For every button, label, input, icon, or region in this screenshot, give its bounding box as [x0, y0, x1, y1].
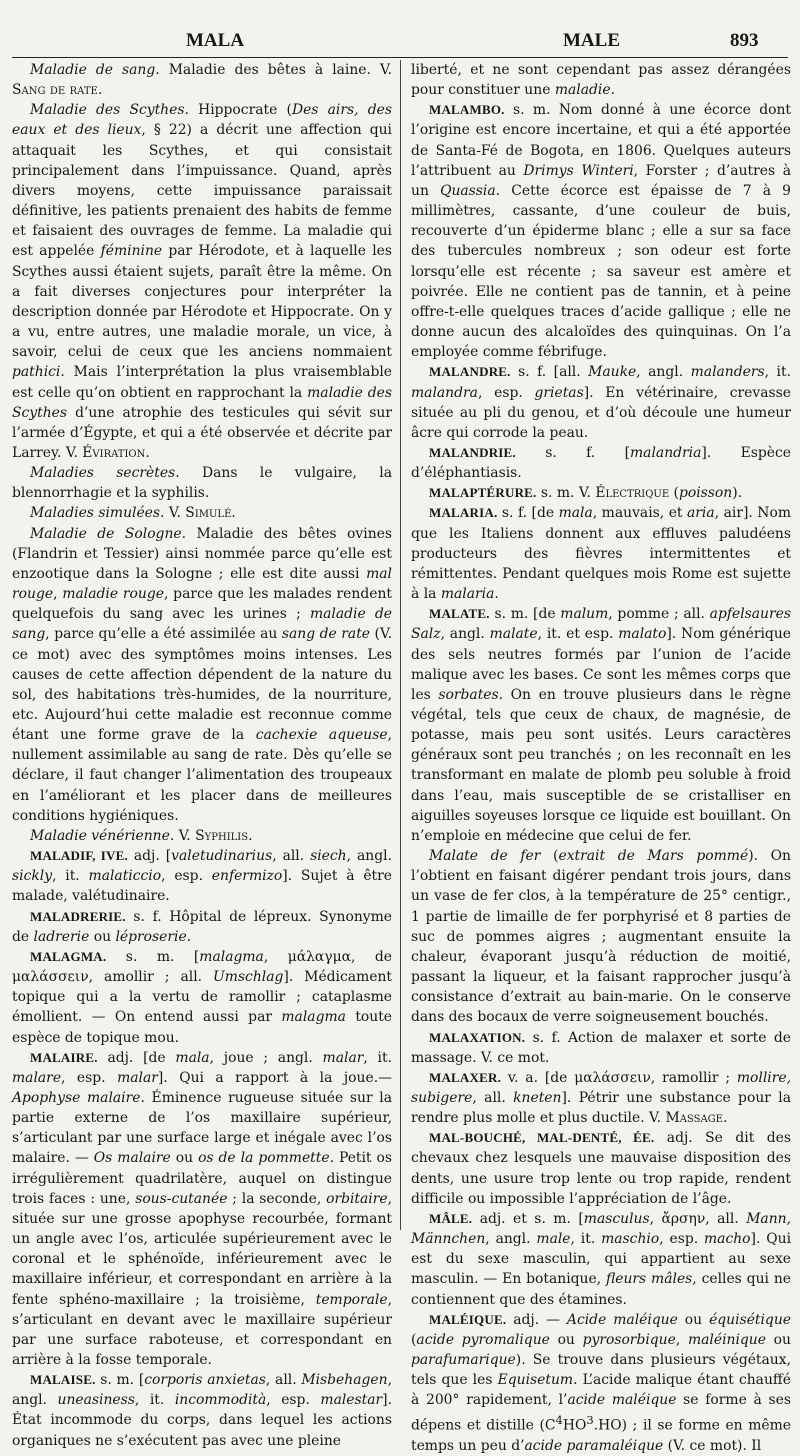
header-rule [12, 57, 788, 58]
dictionary-entry: MALANDRE. s. f. [all. Mauke, angl. malanders, it. malandra, esp. grietas]. En vétérinaire, crevasse située au pli du genou, et d’où découle une humeur âcre qui corrode la peau. [411, 364, 792, 441]
dictionary-entry: Maladie de sang. Maladie des bêtes à laine. V. Sang de rate. [12, 62, 392, 99]
dictionary-entry: MALATE. s. m. [de malum, pomme ; all. apfelsaures Salz, angl. malate, it. et esp. malato]. Nom générique des sels neutres formés par l’union de l’acide malique avec les bases. Ce sont les mêmes corps que les sorbates. On en trouve plusieurs dans le règne végétal, tels que ceux de chaux, de magnésie, de potasse, mais peu sont usités. Leurs caractères généraux sont peu tranchés ; on les reconnaît en les transformant en malate de plomb peu soluble à froid dans l’eau, mais susceptible de se cristalliser en aiguilles soyeuses lorsque ce liquide est bouillant. On n’emploie en médecine que celui de fer. [411, 606, 791, 844]
dictionary-entry: MÂLE. adj. et s. m. [masculus, ἄρσην, all. Mann, Männchen, angl. male, it. maschio, esp. macho]. Qui est du sexe masculin, qui appartient au sexe masculin. — En botanique, fleurs mâles, celles qui ne contiennent que des étamines. [411, 1210, 792, 1308]
dictionary-entry: MALAXER. v. a. [de μαλάσσειν, ramollir ; mollire, subigere, all. kneten]. Pétrir une substance pour la rendre plus molle et plus ductile. V. Massage. [411, 1069, 791, 1127]
left-column [12, 60, 393, 1449]
header-right-title: MALE [563, 30, 620, 51]
dictionary-entry: MALAIRE. adj. [de mala, joue ; angl. malar, it. malare, esp. malar]. Qui a rapport à la joue.— Apophyse malaire. Éminence rugueuse située sur la partie externe de l’os maxillaire supérieur, s’articulant par une surface large et inégale avec l’os malaire. — Os malaire ou os de la pommette. Petit os irrégulièrement quadrilatère, auquel on distingue trois faces : une, sous-cutanée ; la seconde, orbitaire, située sur une grosse apophyse recourbée, formant un angle avec l’os, articulée supérieurement avec le coronal et le sphénoïde, inférieurement avec le maxillaire inférieur, et correspondant en arrière à la fente sphéno-maxillaire ; la troisième, temporale, s’articulant en devant avec le maxillaire supérieur par une surface raboteuse, et correspondant en arrière à la fosse temporale. [12, 1049, 393, 1368]
page-number: 893 [730, 30, 759, 51]
dictionary-entry: MAL-BOUCHÉ, MAL-DENTÉ, ÉE. adj. Se dit des chevaux chez lesquels une mauvaise disposition des dents, une usure trop lente ou trop rapide, rendent difficile ou impossible l’appréciation de l’âge. [411, 1130, 791, 1207]
dictionary-entry: MALAMBO. s. m. Nom donné à une écorce dont l’origine est encore incertaine, et qui a été apportée de Santa-Fé de Bogota, en 1806. Quelques auteurs l’attribuent au Drimys Winteri, Forster ; d’autres à un Quassia. Cette écorce est épaisse de 7 à 9 millimètres, cassante, d’une couleur de buis, recouverte d’un épiderme blanc ; elle a sur sa face des tubercules nombreux ; son odeur est forte lorsqu’elle est récente ; sa saveur est amère et poivrée. Elle ne contient pas de tannin, et à peine offre-t-elle quelques traces d’acide gallique ; elle ne donne aucun des alcaloïdes des quinquinas. On l’a employée comme fébrifuge. [411, 102, 791, 361]
dictionary-entry: Maladie des Scythes. Hippocrate (Des airs, des eaux et des lieux, § 22) a décrit une affection qui attaquait les Scythes, et qui consistait principalement dans l’impuissance. Quand, après divers moyens, cette impuissance paraissait définitive, les patients prenaient des habits de femme et faisaient des ouvrages de femme. La maladie qui est appelée féminine par Hérodote, et à laquelle les Scythes aussi étaient sujets, paraît être la même. On a fait diverses conjectures pour interpréter la description donnée par Hérodote et Hippocrate. On y a vu, entre autres, une maladie morale, un vice, à savoir, celui de ceux que les anciens nommaient pathici. Mais l’interprétation la plus vraisemblable est celle qu’on obtient en rapprochant la maladie des Scythes d’une atrophie des testicules qui sévit sur l’armée d’Égypte, et qui a été observée et décrite par Larrey. V. Éviration. [12, 102, 393, 461]
dictionary-entry: MALADIF, IVE. adj. [valetudinarius, all. siech, angl. sickly, it. malaticcio, esp. enfermizo]. Sujet à être malade, valétudinaire. [12, 848, 392, 905]
column-divider [400, 60, 401, 1230]
dictionary-entry: MALAPTÉRURE. s. m. V. Électrique (poisson). [429, 485, 743, 502]
dictionary-entry: MALAISE. s. m. [corporis anxietas, all. Misbehagen, angl. uneasiness, it. incommodità, esp. malestar]. État incommode du corps, dans lequel les actions organiques ne s’exécutent pas avec une pleine [12, 1372, 392, 1449]
dictionary-entry: MALAXATION. s. f. Action de malaxer et sorte de massage. V. ce mot. [411, 1029, 791, 1066]
dictionary-entry: Maladies simulées. V. Simulé. [30, 505, 236, 522]
dictionary-entry: Malate de fer (extrait de Mars pommé). On l’obtient en faisant digérer pendant trois jours, dans un vase de fer clos, à la température de 25° centigr., 1 partie de limaille de fer porphyrisé et 8 parties de suc de pommes aigres ; augmentant ensuite la chaleur, évaporant jusqu’à réduction de moitié, passant la liqueur, et la faisant rapprocher jusqu’à consistance d’extrait au bain-marie. On le conserve dans des bocaux de verre soigneusement bouchés. [411, 848, 791, 1026]
dictionary-entry: Maladies secrètes. Dans le vulgaire, la blennorrhagie et la syphilis. [12, 465, 392, 502]
dictionary-entry: MALAGMA. s. m. [malagma, μάλαγμα, de μαλάσσειν, amollir ; all. Umschlag]. Médicament topique qui a la vertu de ramollir ; cataplasme émollient. — On entend aussi par malagma toute espèce de topique mou. [12, 948, 393, 1046]
right-column [411, 60, 792, 1455]
running-header [0, 30, 800, 54]
header-left-title: MALA [186, 30, 245, 51]
dictionary-entry: Maladie de Sologne. Maladie des bêtes ovines (Flandrin et Tessier) ainsi nommée parce qu’elle est enzootique dans la Sologne ; elle est dite aussi mal rouge, maladie rouge, parce que les malades rendent quelquefois du sang avec les urines ; maladie de sang, parce qu’elle a été assimilée au sang de rate (V. ce mot) avec des symptômes moins intenses. Les causes de cette affection dépendent de la nature du sol, des habitations très-humides, de la nourriture, etc. Aujourd’hui cette maladie est reconnue comme étant une forme grave de la cachexie aqueuse, nullement assimilable au sang de rate. Dès qu’elle se déclare, il faut changer l’alimentation des troupeaux en l’améliorant et les placer dans de meilleures conditions hygiéniques. [12, 525, 393, 824]
dictionary-entry: MALARIA. s. f. [de mala, mauvais, et aria, air]. Nom que les Italiens donnent aux effluves paludéens producteurs des fièvres intermittentes et rémittentes. Pendant quelques mois Rome est sujette à la malaria. [411, 505, 791, 603]
dictionary-entry: liberté, et ne sont cependant pas assez dérangées pour constituer une maladie. [411, 62, 791, 99]
dictionary-entry: MALADRERIE. s. f. Hôpital de lépreux. Synonyme de ladrerie ou léproserie. [12, 908, 392, 945]
dictionary-entry: MALANDRIE. s. f. [malandria]. Espèce d’éléphantiasis. [411, 444, 791, 482]
dictionary-entry: Maladie vénérienne. V. Syphilis. [30, 827, 253, 844]
dictionary-entry: MALÉIQUE. adj. — Acide maléique ou équisétique (acide pyromalique ou pyrosorbique, maléinique ou parafumarique). Se trouve dans plusieurs végétaux, tels que les Equisetum. L’acide malique étant chauffé à 200° rapidement, l’acide maléique se forme à ses dépens et distille $(C^4HO^3.HO)$ ; il se forme en même temps un peu d’acide paramaléique (V. ce mot). Il [411, 1311, 791, 1455]
